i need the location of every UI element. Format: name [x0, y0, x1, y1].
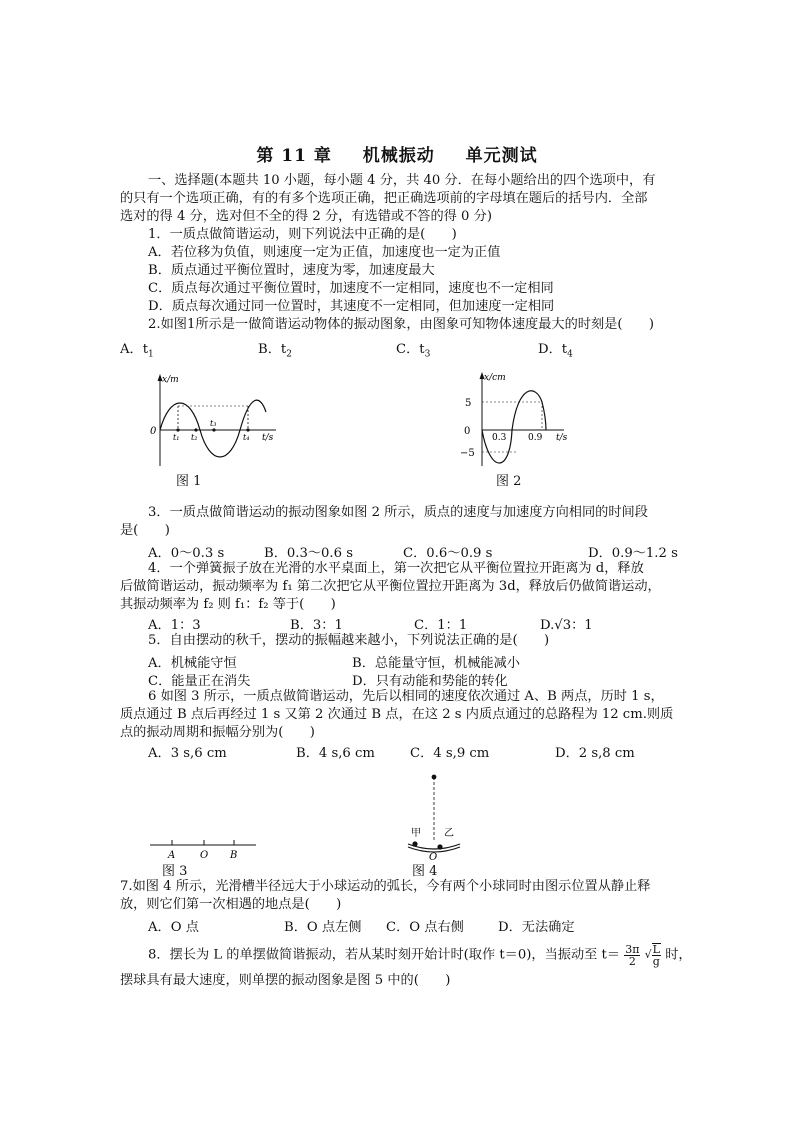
- q4-line2: 后做简谐运动，振动频率为 f₁ 第二次把它从平衡位置拉开距离为 3d，释放后仍做简谐运动，: [120, 579, 661, 594]
- q8-line2: 摆球具有最大速度，则单摆的振动图象是图 5 中的( ): [120, 973, 451, 988]
- q7-option-d: D．无法确定: [498, 920, 575, 935]
- fig4-label-right: 乙: [444, 828, 454, 839]
- q6-line1: 6 如图 3 所示，一质点做简谐运动，先后以相同的速度依次通过 A、B 两点，历时 1 s，: [148, 689, 664, 704]
- q6-option-a: A．3 s,6 cm: [148, 746, 227, 761]
- q3-option-c: C．0.6～0.9 s: [403, 546, 493, 561]
- q5-option-b: B．总能量守恒，机械能减小: [352, 656, 520, 671]
- fig1-origin: 0: [150, 426, 157, 437]
- figure-4-diagram: [398, 774, 468, 864]
- q8-text-pre: 8．摆长为 L 的单摆做简谐振动，若从某时刻开始计时(取作 t＝0)，当振动至 t＝: [148, 947, 621, 963]
- q7-option-a: A．O 点: [148, 920, 199, 935]
- q5-option-d: D．只有动能和势能的转化: [352, 674, 508, 689]
- q8-fraction: $\frac{3\pi}{2}$: [625, 942, 640, 968]
- title-kind: 单元测试: [465, 146, 538, 166]
- fig4-label-o: O: [429, 852, 438, 863]
- figure-2-caption: 图 2: [496, 474, 522, 489]
- q2-option-d: D．$t_4$: [538, 342, 573, 360]
- q7-line2: 放，则它们第一次相遇的地点是( ): [120, 897, 342, 912]
- section-instructions-line3: 选对的得 4 分，选对但不全的得 2 分，有选错或不答的得 0 分): [120, 209, 492, 224]
- q6-option-c: C．4 s,9 cm: [410, 746, 490, 761]
- q1-option-d: D．质点每次通过同一位置时，其速度不一定相同，但加速度一定相同: [148, 299, 555, 314]
- q4-option-b: B．3：1: [290, 618, 343, 633]
- fig1-tick-t2: t₂: [191, 433, 198, 442]
- fig3-label-a: A: [168, 850, 176, 861]
- q7-option-b: B．O 点左侧: [284, 920, 362, 935]
- fig3-label-b: B: [230, 850, 238, 861]
- q2-option-b: B．$t_2$: [258, 342, 292, 360]
- q7-option-c: C．O 点右侧: [386, 920, 464, 935]
- fig3-label-o: O: [200, 850, 209, 861]
- fig2-x1: 0.3: [492, 433, 507, 443]
- fig1-tick-t4: t₄: [243, 433, 250, 442]
- figure-2-graph: [460, 370, 590, 470]
- fig2-y-neg: −5: [460, 448, 475, 459]
- q3-option-a: A．0～0.3 s: [148, 546, 225, 561]
- q2-option-c: C．$t_3$: [396, 342, 431, 360]
- q3-line2: 是( ): [120, 523, 170, 538]
- q5-option-c: C．能量正在消失: [148, 674, 251, 689]
- q3-option-d: D．0.9～1.2 s: [588, 546, 678, 561]
- q8-line1: [148, 942, 692, 969]
- q4-line3: 其振动频率为 f₂ 则 f₁：f₂ 等于( ): [120, 597, 336, 612]
- fig2-origin: 0: [464, 426, 471, 437]
- section-instructions-line1: 一、选择题(本题共 10 小题，每小题 4 分，共 40 分．在每小题给出的四个选项中，有: [148, 173, 656, 188]
- figure-1-graph: [148, 372, 308, 472]
- q1-option-c: C．质点每次通过平衡位置时，加速度不一定相同，速度也不一定相同: [148, 281, 554, 296]
- section-instructions-line2: 的只有一个选项正确，有的有多个选项正确，把正确选项前的字母填在题后的括号内．全部: [120, 191, 648, 206]
- page-title: [0, 141, 794, 166]
- q4-option-a: A．1：3: [148, 618, 201, 633]
- title-chapter: 第 11 章: [256, 146, 332, 166]
- q6-line3: 点的振动周期和振幅分别为( ): [120, 725, 315, 740]
- q8-sqrt: √ $\frac{L}{g}$: [644, 943, 660, 968]
- q6-option-b: B．4 s,6 cm: [296, 746, 375, 761]
- q3-line1: 3．一质点做简谐运动的振动图象如图 2 所示，质点的速度与加速度方向相同的时间段: [148, 505, 648, 520]
- fig1-tick-t1: t₁: [173, 433, 180, 442]
- fig1-xlabel: t/s: [262, 433, 274, 443]
- q8-text-post: 时，: [665, 947, 692, 963]
- q4-line1: 4．一个弹簧振子放在光滑的水平桌面上，第一次把它从平衡位置拉开距离为 d，释放: [148, 561, 644, 576]
- fig2-xlabel: t/s: [556, 433, 568, 443]
- q1-option-b: B．质点通过平衡位置时，速度为零，加速度最大: [148, 263, 435, 278]
- q7-line1: 7.如图 4 所示，光滑槽半径远大于小球运动的弧长，今有两个小球同时由图示位置从静止释: [120, 879, 651, 894]
- fig2-x2: 0.9: [528, 433, 543, 443]
- fig1-tick-t3: t₃: [210, 419, 217, 428]
- fig2-y-pos: 5: [465, 398, 472, 409]
- q6-option-d: D．2 s,8 cm: [555, 746, 635, 761]
- title-topic: 机械振动: [362, 146, 435, 166]
- q4-option-d: D.√3：1: [540, 618, 593, 633]
- figure-4-caption: 图 4: [412, 864, 438, 879]
- fig4-label-left: 甲: [411, 828, 421, 839]
- q2-stem: 2.如图1所示是一做简谐运动物体的振动图象，由图象可知物体速度最大的时刻是( ): [148, 317, 655, 332]
- fig2-ylabel: x/cm: [484, 373, 506, 383]
- q3-option-b: B．0.3～0.6 s: [264, 546, 353, 561]
- figure-3-caption: 图 3: [162, 864, 188, 879]
- q1-stem: 1．一质点做简谐运动，则下列说法中正确的是( ): [148, 227, 457, 242]
- fig1-ylabel: x/m: [162, 375, 179, 385]
- q6-line2: 质点通过 B 点后再经过 1 s 又第 2 次通过 B 点，在这 2 s 内质点通过的总路程为 12 cm.则质: [120, 707, 674, 722]
- figure-1-caption: 图 1: [176, 474, 202, 489]
- q1-option-a: A．若位移为负值，则速度一定为正值，加速度也一定为正值: [148, 245, 501, 260]
- q4-option-c: C．1：1: [414, 618, 468, 633]
- q5-stem: 5．自由摆动的秋千，摆动的振幅越来越小，下列说法正确的是( ): [148, 633, 550, 648]
- q5-option-a: A．机械能守恒: [148, 656, 237, 671]
- q2-option-a: A．$t_1$: [120, 342, 154, 360]
